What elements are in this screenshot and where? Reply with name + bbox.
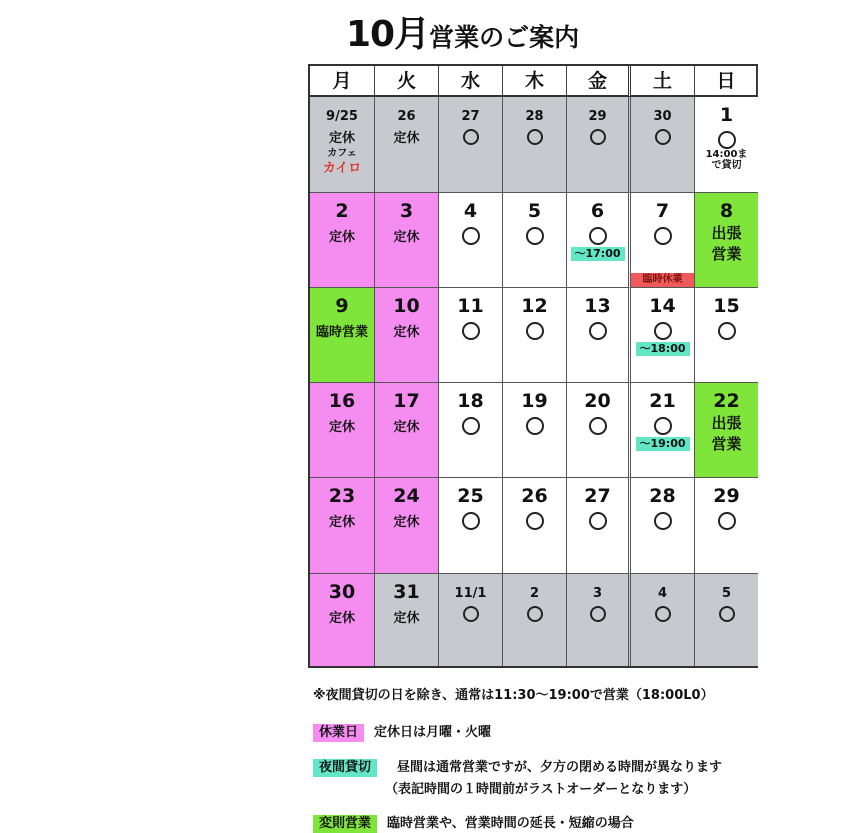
day-number: 20: [584, 390, 611, 412]
open-mark-icon: [527, 129, 543, 145]
open-mark-icon: [526, 322, 544, 340]
day-number: 17: [393, 390, 420, 412]
day-number: 23: [328, 485, 356, 507]
day-status: 出張: [711, 224, 742, 242]
open-mark-icon: [589, 512, 607, 530]
day-status: 定休: [393, 420, 420, 435]
open-mark-icon: [463, 129, 479, 145]
open-mark-icon: [526, 417, 544, 435]
day-cell: [631, 193, 695, 288]
day-cell: [310, 383, 375, 478]
day-number: 30: [328, 581, 356, 603]
night-rental-tag: ～17:00: [571, 247, 625, 261]
open-mark-icon: [718, 131, 736, 149]
day-cell: [310, 97, 375, 193]
day-number: 5: [527, 200, 542, 222]
open-mark-icon: [654, 227, 672, 245]
day-cell: [439, 478, 503, 574]
day-status: 定休: [328, 131, 355, 146]
day-number: 26: [521, 485, 548, 507]
day-status: 定休: [393, 515, 420, 530]
day-status: 営業: [711, 245, 742, 263]
open-mark-icon: [462, 322, 480, 340]
night-rental-tag: ～18:00: [636, 342, 690, 356]
day-status: 定休: [328, 515, 355, 530]
title-text: 営業のご案内: [429, 23, 580, 52]
open-mark-icon: [719, 606, 735, 622]
day-status: 定休: [393, 131, 420, 146]
day-cell: [631, 383, 695, 478]
day-number: 6: [590, 200, 605, 222]
open-mark-icon: [526, 227, 544, 245]
open-mark-icon: [462, 512, 480, 530]
page-title: [346, 6, 580, 55]
weekday-header: 月: [310, 66, 375, 97]
weekday-header: 水: [439, 66, 503, 97]
legend-night-badge: 夜間貸切: [313, 759, 377, 777]
day-number: 25: [457, 485, 484, 507]
day-number: 26: [397, 109, 416, 124]
day-cell: [631, 97, 695, 193]
day-cell: [310, 574, 375, 666]
day-number: 18: [457, 390, 484, 412]
day-number: 10: [393, 295, 420, 317]
weekday-header: 金: [567, 66, 631, 97]
day-cell: [310, 193, 375, 288]
day-number: 2: [335, 200, 349, 222]
day-number: 4: [657, 586, 668, 601]
day-number: 13: [584, 295, 611, 317]
day-status: 定休: [328, 611, 355, 626]
open-mark-icon: [462, 227, 480, 245]
weekday-header: 日: [695, 66, 758, 97]
open-mark-icon: [590, 129, 606, 145]
day-status: 定休: [393, 230, 420, 245]
day-cell: [567, 574, 631, 666]
day-cell: [631, 478, 695, 574]
day-cell: [375, 478, 439, 574]
day-cell: [695, 574, 758, 666]
open-mark-icon: [527, 606, 543, 622]
day-cell: [375, 574, 439, 666]
temporary-closed-bar: 臨時休業: [631, 273, 694, 287]
day-cell: [567, 288, 631, 383]
title-month: 10月: [346, 14, 430, 55]
day-status: 出張: [711, 414, 742, 432]
day-number: 29: [588, 109, 607, 124]
day-number: 2: [529, 586, 540, 601]
day-number: 27: [584, 485, 611, 507]
calendar: [308, 64, 758, 668]
day-number: 21: [649, 390, 676, 412]
day-cell: [439, 574, 503, 666]
day-cell: [695, 288, 758, 383]
day-number: 9/25: [326, 109, 358, 124]
open-mark-icon: [655, 606, 671, 622]
day-cell: [695, 478, 758, 574]
day-cell: [631, 574, 695, 666]
day-number: 5: [721, 586, 732, 601]
day-number: 28: [649, 485, 676, 507]
day-number: 1: [719, 104, 734, 126]
day-number: 3: [399, 200, 414, 222]
open-mark-icon: [463, 606, 479, 622]
open-mark-icon: [718, 512, 736, 530]
day-cell: [567, 193, 631, 288]
day-cell: [503, 383, 567, 478]
day-number: 7: [655, 200, 670, 222]
day-status: 定休: [328, 230, 355, 245]
open-mark-icon: [589, 227, 607, 245]
weekday-header: 土: [631, 66, 695, 97]
day-status: 営業: [711, 435, 742, 453]
legend-night-text2: （表記時間の１時間前がラストオーダーとなります）: [385, 782, 697, 797]
day-cell: [439, 288, 503, 383]
night-rental-tag: ～19:00: [636, 437, 690, 451]
day-number: 28: [525, 109, 544, 124]
open-mark-icon: [589, 322, 607, 340]
day-number: 11/1: [454, 586, 487, 601]
day-cell: [439, 383, 503, 478]
open-mark-icon: [526, 512, 544, 530]
day-number: 9: [335, 295, 349, 317]
legend-holiday-badge: 休業日: [313, 724, 364, 742]
day-number: 27: [461, 109, 480, 124]
day-number: 15: [713, 295, 740, 317]
day-note: で貸切: [711, 160, 742, 171]
day-cell: [503, 574, 567, 666]
legend-special: [313, 812, 634, 833]
day-cell: [310, 478, 375, 574]
weekday-header: 火: [375, 66, 439, 97]
open-mark-icon: [654, 417, 672, 435]
day-cell: [695, 193, 758, 288]
day-cell: [695, 97, 758, 193]
legend-night: [313, 756, 722, 777]
day-status: 定休: [328, 420, 355, 435]
day-number: 14: [649, 295, 676, 317]
day-cell: [439, 97, 503, 193]
day-cell: [503, 193, 567, 288]
open-mark-icon: [655, 129, 671, 145]
day-cell: [567, 478, 631, 574]
day-cell: [567, 383, 631, 478]
open-mark-icon: [589, 417, 607, 435]
day-number: 30: [653, 109, 672, 124]
open-mark-icon: [462, 417, 480, 435]
day-cell: [567, 97, 631, 193]
legend-holiday: [313, 721, 491, 742]
day-number: 31: [393, 581, 420, 603]
day-cell: [503, 288, 567, 383]
day-number: 8: [719, 200, 734, 222]
legend-holiday-text: 定休日は月曜・火曜: [374, 725, 492, 740]
day-cell: [375, 288, 439, 383]
day-number: 22: [713, 390, 740, 412]
day-number: 11: [457, 295, 484, 317]
notes-main: ※夜間貸切の日を除き、通常は11:30～19:00で営業（18:00L0）: [313, 688, 714, 703]
day-number: 16: [328, 390, 356, 412]
legend-special-text: 臨時営業や、営業時間の延長・短縮の場合: [387, 816, 634, 831]
day-cell: [503, 97, 567, 193]
day-number: 12: [521, 295, 548, 317]
day-status: 定休: [393, 325, 420, 340]
day-cell: [503, 478, 567, 574]
day-cell: [439, 193, 503, 288]
day-status: カフェ: [327, 148, 357, 159]
open-mark-icon: [590, 606, 606, 622]
day-note: 14:00ま: [705, 149, 748, 160]
day-status: 定休: [393, 611, 420, 626]
open-mark-icon: [654, 512, 672, 530]
day-number: 29: [713, 485, 740, 507]
day-cell: [375, 193, 439, 288]
day-cell: [375, 97, 439, 193]
open-mark-icon: [654, 322, 672, 340]
day-note-red: カイロ: [322, 161, 362, 176]
day-cell: [310, 288, 375, 383]
weekday-header: 木: [503, 66, 567, 97]
legend-special-badge: 変則営業: [313, 815, 377, 833]
day-number: 4: [463, 200, 478, 222]
legend-night-text: 昼間は通常営業ですが、夕方の閉める時間が異なります: [397, 760, 723, 775]
day-number: 24: [393, 485, 420, 507]
day-status: 臨時営業: [315, 325, 368, 340]
day-cell: [695, 383, 758, 478]
day-cell: [375, 383, 439, 478]
day-number: 19: [521, 390, 548, 412]
day-cell: [631, 288, 695, 383]
day-number: 3: [592, 586, 603, 601]
open-mark-icon: [718, 322, 736, 340]
